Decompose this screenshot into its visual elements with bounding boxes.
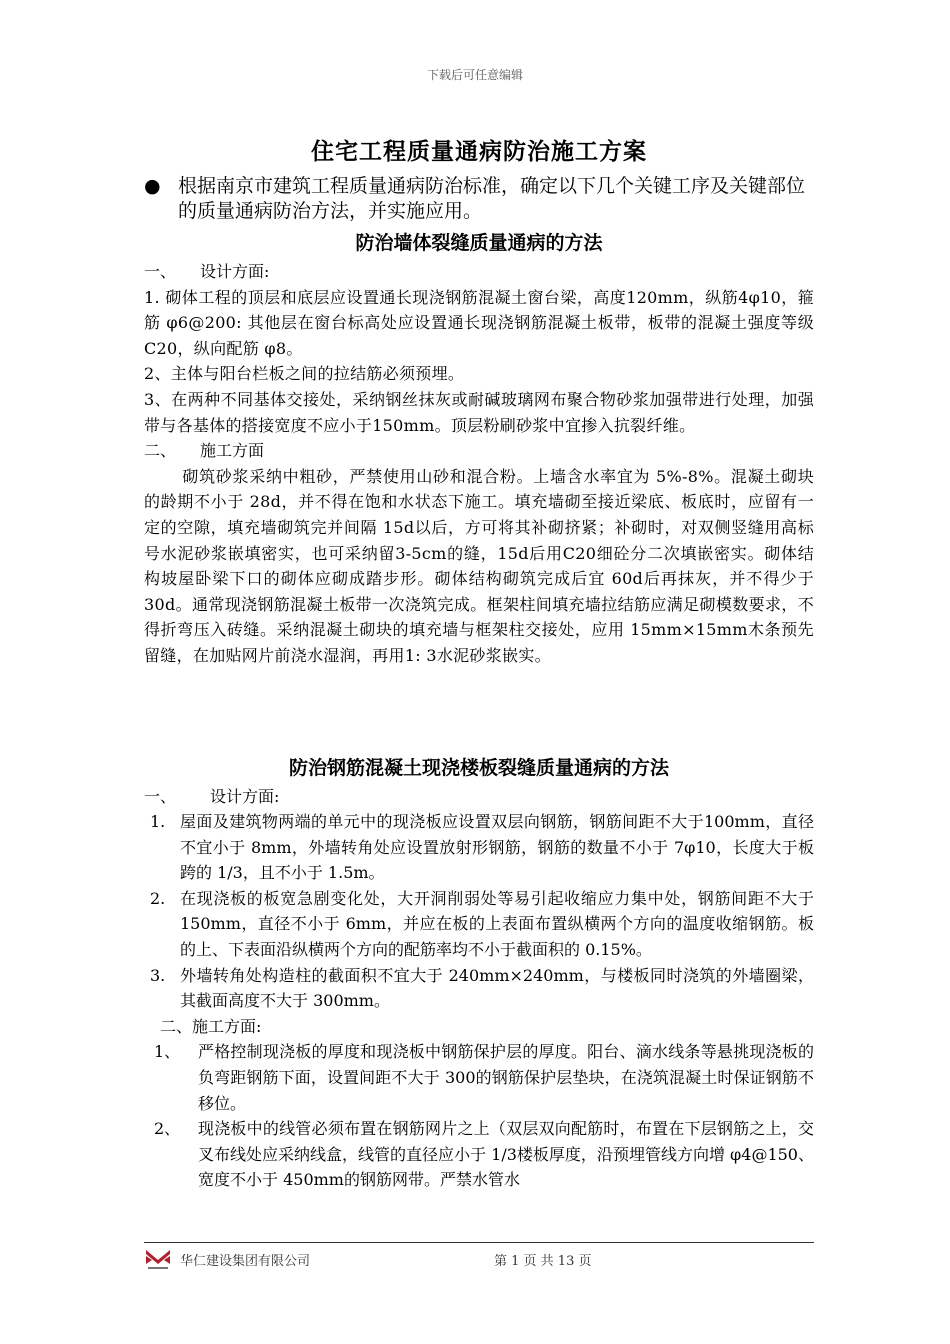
header-note: 下载后可任意编辑 [426, 68, 523, 82]
section2-construction-heading: 二、施工方面: [160, 1016, 262, 1036]
section1-construction-label: 施工方面 [200, 441, 265, 461]
document-title: 住宅工程质量通病防治施工方案 [311, 138, 647, 165]
section2-design-number: 一、 [144, 786, 177, 806]
page-footer [144, 1248, 814, 1270]
section1-construction-text: 砌筑砂浆采纳中粗砂，严禁使用山砂和混合粉。上墙含水率宜为 5%-8%。混凝土砌块的龄期不小于 28d，并不得在饱和水状态下施工。填充墙砌至接近梁底、板底时，应留有一定的空隙，填充墙砌筑完并间隔 15d以后，方可将其补砌挤紧；补砌时，对双侧竖缝用高标号水泥砂浆嵌填密实，也可采纳留3-5cm的缝，15d后用C20细砼分二次填嵌密实。砌体结构坡屋卧梁下口的砌体应砌成踏步形。砌体结构砌筑完成后宜 60d后再抹灰，并不得少于30d。通常现浇钢筋混凝土板带一次浇筑完成。框架柱间填充墙拉结筋应满足砌模数要求，不得折弯压入砖缝。采纳混凝土砌块的填充墙与框架柱交接处，应用 15mm×15mm木条预先留缝，在加贴网片前浇水湿润，再用1: 3水泥砂浆嵌实。 [144, 466, 814, 665]
section2-design-heading [144, 784, 814, 810]
intro-bullet [144, 174, 814, 224]
intro-text: 根据南京市建筑工程质量通病防治标准，确定以下几个关键工序及关键部位的质量通病防治方法，并实施应用。 [178, 175, 806, 222]
section1-construction-heading [144, 438, 814, 464]
section1-design-item-3: 3、在两种不同基体交接处，采纳钢丝抹灰或耐碱玻璃网布聚合物砂浆加强带进行处理，加强带与各基体的搭接宽度不应小于150mm。顶层粉刷砂浆中宜掺入抗裂纤维。 [144, 389, 814, 435]
document-body [144, 133, 814, 1193]
bullet-dot-icon: ● [144, 175, 161, 197]
section2-design-item: 2. 在现浇板的板宽急剧变化处，大开洞削弱处等易引起收缩应力集中处，钢筋间距不大于 150mm，直径不小于 6mm，并应在板的上表面布置纵横两个方向的温度收缩钢筋。板的上、下表面沿纵横两个方向的配筋率均不小于截面积的 0.15%。 [150, 888, 814, 960]
section1-heading: 防治墙体裂缝质量通病的方法 [355, 232, 603, 254]
footer-page-number: 第 1 页 共 13 页 [494, 1254, 592, 1269]
section2-construction-item: 2、 现浇板中的线管必须布置在钢筋网片之上（双层双向配筋时，布置在下层钢筋之上，交叉布线处应采纳线盒，线管的直径应小于 1/3楼板厚度，沿预埋管线方向增 φ4@150、宽度不小于 450mm的钢筋网带。严禁水管水 [154, 1119, 814, 1190]
section2-construction-item: 1、 严格控制现浇板的厚度和现浇板中钢筋保护层的厚度。阳台、滴水线条等悬挑现浇板的负弯距钢筋下面，设置间距不大于 300的钢筋保护层垫块，在浇筑混凝土时保证钢筋不移位。 [154, 1042, 814, 1113]
section1-construction-number: 二、 [144, 441, 177, 461]
section1-design-label: 设计方面: [200, 262, 270, 281]
section2-design-item: 3. 外墙转角处构造柱的截面积不宜大于 240mm×240mm，与楼板同时浇筑的外墙圈梁，其截面高度不大于 300mm。 [150, 965, 814, 1011]
footer-company: 华仁建设集团有限公司 [180, 1254, 311, 1269]
company-logo-icon [144, 1246, 172, 1272]
section1-design-number: 一、 [144, 262, 177, 281]
footer-divider [144, 1242, 814, 1243]
section2-design-item: 1. 屋面及建筑物两端的单元中的现浇板应设置双层向钢筋，钢筋间距不大于100mm，直径不宜小于 8mm，外墙转角处应设置放射形钢筋，钢筋的数量不小于 7φ10，长度大于板跨的 1/3，且不小于 1.5m。 [150, 812, 814, 883]
section1-design-item-1: 1. 砌体工程的顶层和底层应设置通长现浇钢筋混凝土窗台梁，高度120mm，纵筋4φ10，箍筋 φ6@200: 其他层在窗台标高处应设置通长现浇钢筋混凝土板带，板带的混凝土强度等级C20，纵向配筋 φ8。 [144, 287, 814, 358]
section2-heading: 防治钢筋混凝土现浇楼板裂缝质量通病的方法 [288, 756, 669, 779]
section2-design-label: 设计方面: [210, 786, 280, 806]
section1-design-item-2: 2、主体与阳台栏板之间的拉结筋必须预埋。 [144, 364, 465, 384]
section1-design-heading [144, 259, 814, 285]
